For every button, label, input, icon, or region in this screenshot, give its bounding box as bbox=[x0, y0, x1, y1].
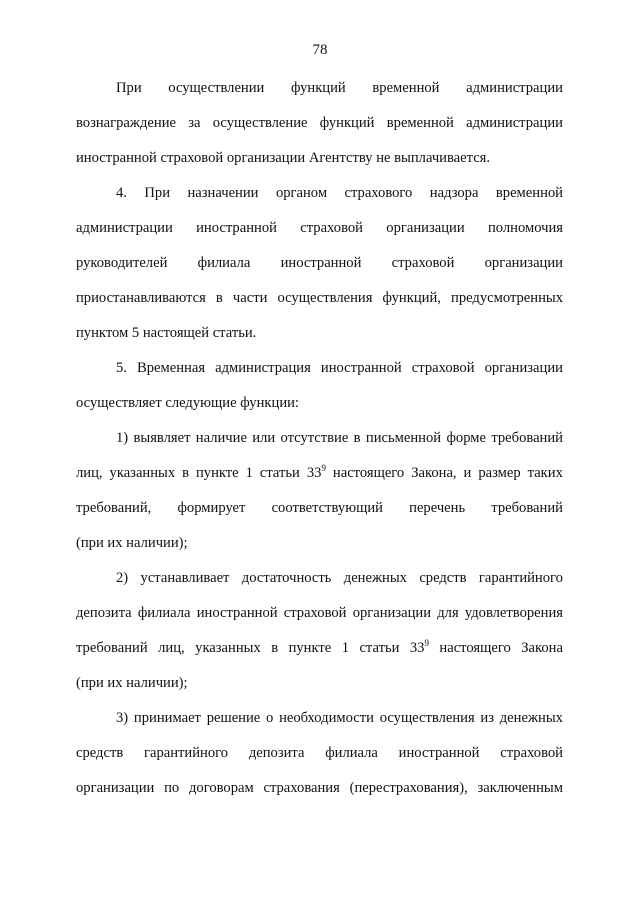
word: организации bbox=[386, 220, 465, 236]
word: администрация bbox=[215, 360, 311, 376]
word: требований, bbox=[76, 500, 152, 516]
word: выявляет bbox=[133, 430, 191, 446]
word: филиала bbox=[137, 605, 191, 621]
word: осуществлении bbox=[168, 80, 265, 96]
text-line bbox=[76, 779, 563, 797]
word: страхового bbox=[344, 185, 413, 201]
word: требований bbox=[491, 500, 563, 516]
word: о bbox=[266, 710, 274, 726]
text-line: осуществляет следующие функции: bbox=[76, 395, 299, 411]
text-line bbox=[76, 499, 563, 517]
word: части bbox=[232, 290, 268, 306]
text-line bbox=[116, 709, 563, 727]
word: по bbox=[164, 780, 180, 796]
word: статьи bbox=[359, 640, 400, 656]
text-line bbox=[76, 254, 563, 272]
word: вознаграждение bbox=[76, 115, 176, 131]
word: соответствующий bbox=[271, 500, 383, 516]
word: требований bbox=[76, 640, 148, 656]
word: устанавливает bbox=[140, 570, 230, 586]
word: 2) bbox=[116, 570, 129, 586]
word: лиц, bbox=[158, 640, 185, 656]
word: из bbox=[480, 710, 494, 726]
word: назначении bbox=[187, 185, 259, 201]
word: осуществление bbox=[212, 115, 308, 131]
word: заключенным bbox=[477, 780, 563, 796]
word: 5. bbox=[116, 360, 127, 376]
text-line bbox=[116, 569, 563, 587]
word: наличие bbox=[195, 430, 247, 446]
word: предусмотренных bbox=[451, 290, 563, 306]
text-line: пунктом 5 настоящей статьи. bbox=[76, 325, 257, 341]
word: пункте bbox=[288, 640, 332, 656]
word: депозита bbox=[248, 745, 305, 761]
word: функций, bbox=[382, 290, 441, 306]
word: таких bbox=[527, 465, 563, 481]
word: письменной bbox=[365, 430, 442, 446]
word: средств bbox=[76, 745, 124, 761]
word: страховой bbox=[411, 360, 475, 376]
word: лиц, bbox=[76, 465, 103, 481]
word: органом bbox=[275, 185, 328, 201]
text-line bbox=[116, 429, 563, 447]
word: администрации bbox=[466, 80, 563, 96]
word: для bbox=[437, 605, 459, 621]
word: При bbox=[144, 185, 171, 201]
word: и bbox=[463, 465, 472, 481]
word: статьи bbox=[259, 465, 300, 481]
word: 1 bbox=[245, 465, 253, 481]
word: $33^9$ bbox=[409, 638, 429, 656]
word: 1 bbox=[341, 640, 349, 656]
word: надзора bbox=[429, 185, 479, 201]
text-line bbox=[76, 604, 563, 622]
word: временной bbox=[386, 115, 454, 131]
text-line: (при их наличии); bbox=[76, 535, 188, 551]
word: филиала bbox=[325, 745, 378, 761]
word: принимает bbox=[133, 710, 201, 726]
word: страховой bbox=[300, 220, 363, 236]
word: иностранной bbox=[280, 255, 362, 271]
word: (перестрахования), bbox=[349, 780, 468, 796]
text-line bbox=[116, 359, 563, 377]
word: Временная bbox=[137, 360, 206, 376]
word: форме bbox=[446, 430, 486, 446]
word: организации bbox=[76, 780, 155, 796]
superscript: 9 bbox=[424, 638, 429, 648]
word: формирует bbox=[177, 500, 246, 516]
word: администрации bbox=[466, 115, 563, 131]
word: страховой bbox=[283, 605, 347, 621]
word: денежных bbox=[343, 570, 407, 586]
word: осуществления bbox=[277, 290, 373, 306]
word: в bbox=[182, 465, 190, 481]
word: иностранной bbox=[196, 220, 277, 236]
word: в bbox=[215, 290, 223, 306]
word: в bbox=[271, 640, 279, 656]
word: Закона, bbox=[411, 465, 457, 481]
word: функций bbox=[319, 115, 375, 131]
superscript: 9 bbox=[321, 463, 326, 473]
page-number: 78 bbox=[312, 42, 328, 58]
word: средств bbox=[419, 570, 467, 586]
word: пункте bbox=[195, 465, 239, 481]
word: размер bbox=[478, 465, 521, 481]
text-line bbox=[76, 114, 563, 132]
text-line bbox=[76, 289, 563, 307]
word: организации bbox=[352, 605, 432, 621]
word: гарантийного bbox=[143, 745, 229, 761]
word: временной bbox=[372, 80, 440, 96]
word: администрации bbox=[76, 220, 173, 236]
word: 4. bbox=[116, 185, 127, 201]
text-line-with-superscript bbox=[76, 464, 563, 482]
word: отсутствие bbox=[280, 430, 349, 446]
word: перечень bbox=[409, 500, 466, 516]
word: организации bbox=[484, 360, 563, 376]
word: удовлетворения bbox=[464, 605, 563, 621]
word: за bbox=[188, 115, 201, 131]
word: 1) bbox=[116, 430, 129, 446]
text-line bbox=[116, 184, 563, 202]
word: 3) bbox=[116, 710, 129, 726]
word: руководителей bbox=[76, 255, 168, 271]
text-line-with-superscript bbox=[76, 639, 563, 657]
word: указанных bbox=[195, 640, 261, 656]
word: настоящего bbox=[439, 640, 511, 656]
word: $33^9$ bbox=[306, 463, 326, 481]
word: иностранной bbox=[398, 745, 480, 761]
word: договорам bbox=[188, 780, 254, 796]
word: или bbox=[252, 430, 276, 446]
word: настоящего bbox=[332, 465, 405, 481]
word: требований bbox=[491, 430, 563, 446]
word: достаточность bbox=[241, 570, 332, 586]
word: организации bbox=[484, 255, 563, 271]
word: решение bbox=[206, 710, 261, 726]
word: полномочия bbox=[487, 220, 563, 236]
word: иностранной bbox=[320, 360, 402, 376]
word: страховой bbox=[500, 745, 563, 761]
word: указанных bbox=[109, 465, 176, 481]
text-line bbox=[116, 79, 563, 97]
text-line: иностранной страховой организации Агентству не выплачивается. bbox=[76, 150, 491, 166]
word: гарантийного bbox=[478, 570, 563, 586]
word: страхования bbox=[263, 780, 340, 796]
word: При bbox=[116, 80, 142, 96]
word: в bbox=[353, 430, 361, 446]
word: иностранной bbox=[196, 605, 278, 621]
word: страховой bbox=[391, 255, 455, 271]
word: осуществления bbox=[379, 710, 475, 726]
word: функций bbox=[291, 80, 346, 96]
text-line bbox=[76, 744, 563, 762]
word: филиала bbox=[197, 255, 251, 271]
word: депозита bbox=[76, 605, 132, 621]
word: Закона bbox=[521, 640, 563, 656]
word: необходимости bbox=[279, 710, 374, 726]
word: денежных bbox=[499, 710, 563, 726]
text-line bbox=[76, 219, 563, 237]
word: приостанавливаются bbox=[76, 290, 206, 306]
word: временной bbox=[495, 185, 563, 201]
text-line: (при их наличии); bbox=[76, 675, 188, 691]
